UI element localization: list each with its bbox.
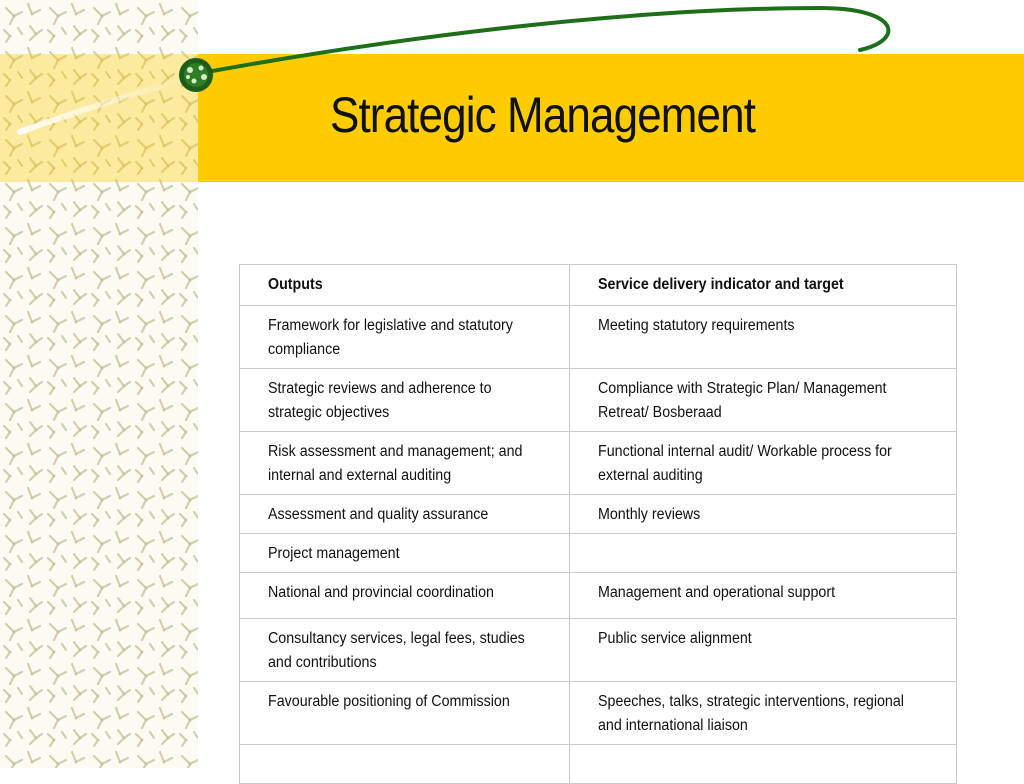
cell-indicator: Public service alignment <box>570 619 957 682</box>
table-header-row <box>240 265 957 306</box>
cell-indicator: Monthly reviews <box>570 495 957 534</box>
cell-indicator: Compliance with Strategic Plan/ Management Retreat/ Bosberaad <box>570 369 957 432</box>
outputs-table <box>239 264 956 784</box>
cell-indicator: Management and operational support <box>570 573 957 619</box>
cell-indicator <box>570 745 957 784</box>
cell-output: Project management <box>240 534 570 573</box>
table-row <box>240 573 957 619</box>
table-row <box>240 495 957 534</box>
cell-indicator: Speeches, talks, strategic interventions, regional and international liaison <box>570 682 957 745</box>
cell-indicator: Meeting statutory requirements <box>570 306 957 369</box>
title-band-left-tint <box>0 54 198 182</box>
cell-indicator <box>570 534 957 573</box>
table-row <box>240 432 957 495</box>
cell-indicator: Functional internal audit/ Workable process for external auditing <box>570 432 957 495</box>
table-row <box>240 534 957 573</box>
slide-title: Strategic Management <box>330 87 756 143</box>
table-row <box>240 369 957 432</box>
table-row <box>240 306 957 369</box>
header-indicator: Service delivery indicator and target <box>570 265 957 306</box>
cell-output <box>240 745 570 784</box>
header-outputs: Outputs <box>240 265 570 306</box>
table-row <box>240 682 957 745</box>
cell-output: Risk assessment and management; and internal and external auditing <box>240 432 570 495</box>
cell-output: Consultancy services, legal fees, studies and contributions <box>240 619 570 682</box>
table-row <box>240 745 957 784</box>
cell-output: Assessment and quality assurance <box>240 495 570 534</box>
table-row <box>240 619 957 682</box>
cell-output: Favourable positioning of Commission <box>240 682 570 745</box>
cell-output: Strategic reviews and adherence to strategic objectives <box>240 369 570 432</box>
cell-output: Framework for legislative and statutory compliance <box>240 306 570 369</box>
cell-output: National and provincial coordination <box>240 573 570 619</box>
